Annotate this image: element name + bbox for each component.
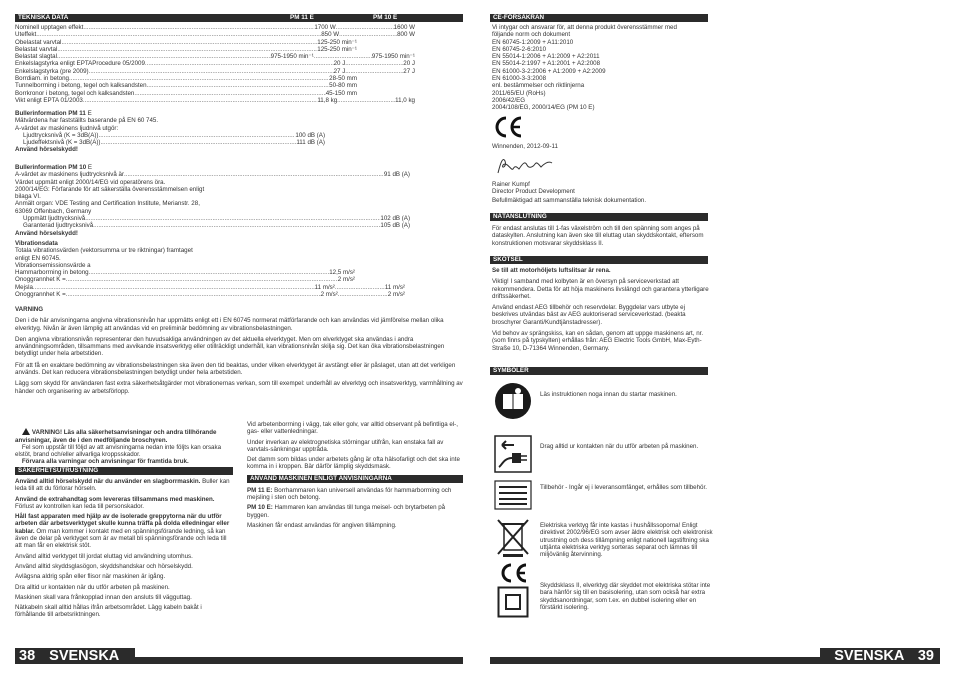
row-value: 850 W <box>321 31 340 39</box>
weee-bin-icon <box>493 518 533 558</box>
dotted-row <box>15 24 415 31</box>
row-label: Ljudeffektsnivå (K = 3dB(A)) <box>23 139 101 147</box>
noise-title <box>15 164 410 171</box>
safety-item-text: Använd alltid skyddsglasögon, skyddshandskar och hörselskydd. <box>15 562 193 570</box>
tech-data-header <box>15 14 463 22</box>
care-bold: Se till att motorhöljets luftslitsar är rena. <box>492 267 611 274</box>
ce-line: enl. bestämmelser och riktlinjerna <box>492 82 585 90</box>
warning-triangle-icon <box>22 428 30 435</box>
row-value: 1700 W <box>314 24 336 31</box>
vibration-line: Vibrationsemissionsvärde a <box>15 261 91 269</box>
noise-line: Mätvärdena har fastställts baserande på EN 60 745. <box>15 117 159 125</box>
signer-title: Director Product Development <box>492 188 575 195</box>
ce-line: EN 60745-2-6:2010 <box>492 45 547 53</box>
usage-header <box>247 475 463 483</box>
safety-item <box>15 594 233 601</box>
leader-dots <box>66 276 338 283</box>
leader-dots <box>61 39 317 46</box>
symbol-text-3: Tillbehör - Ingår ej i leveransomfänget, erhålles som tillbehör. <box>540 484 707 491</box>
row-label: Obelastat varvtal <box>15 38 62 46</box>
language-label-right: SVENSKA <box>834 648 904 664</box>
safety-item <box>15 553 233 560</box>
safety-item-text: Maskinen skall vara frånkopplad innan den ansluts till vägguttag. <box>15 593 192 601</box>
varning-paragraph: Den i de här anvisningarna angivna vibrationsnivån har uppmätts enligt ett i EN 60745 normerat mätförfarande och kan användas vid jämförelse mellan olika elverktyg. Nivån är även lämplig att användas vid en preliminär bedömning av vibrationsbelastningen. <box>15 317 446 332</box>
accessory-icon <box>493 478 533 512</box>
row-value-2: 20 J <box>403 60 415 68</box>
noise-title <box>15 110 325 117</box>
ce-mark-icon <box>493 116 523 138</box>
dotted-row <box>15 68 415 75</box>
noise-title-main: Bullerinformation PM 10 <box>15 164 87 171</box>
symbols-header <box>490 367 708 375</box>
noise-line: Anmält organ: VDE Testing and Certification Institute, Merianstr. 28, <box>15 200 200 208</box>
row-value: 91 dB (A) <box>383 171 410 179</box>
ce-line: EN 61000-3-2:2006 + A1:2009 + A2:2009 <box>492 67 606 75</box>
row-label: Borrkronor i betong, tegel och kalksandsten <box>15 89 135 97</box>
mid-paragraph: Under inverkan av elektrognetiska störningar utifrån, kan enstaka fall av varvtals-sänkningar upptråda. <box>247 438 446 453</box>
footer-left <box>15 648 135 664</box>
dotted-row <box>15 284 405 291</box>
ce-title: CE-FÖRSÄKRAN <box>493 14 545 21</box>
ce-line: EN 55014-1:2006 + A1:2009 + A2:2011 <box>492 53 600 61</box>
row-value-2: 11,0 kg <box>395 96 415 104</box>
tech-data-col1: PM 11 E <box>290 14 314 21</box>
care-paragraph: Viktig! I samband med kolbyten är en översyn på serviceverkstad att rekommendera. Detta för att höja maskinens livslängd och garantera ytterligare driftssäkerhet. <box>492 278 711 300</box>
safety-item-bold: Håll fast apparaten med hjälp av de isolerade greppytorna när du utför arbeten där arbetsverktyget skulle kunna träffa på dolda elledningar eller kablar. <box>15 513 231 535</box>
safety-item-bold: Använd de extrahandtag som levereras tillsammans med maskinen. <box>15 495 215 503</box>
noise-row-wrap <box>15 132 325 139</box>
row-label: Onoggrannhet K = <box>15 276 66 284</box>
row-value: 2 m/s² <box>320 291 338 299</box>
safety-item <box>15 496 233 511</box>
safety-item-text: Förlust av kontrollen kan leda till personskador. <box>15 495 217 510</box>
row-value: 12,5 m/s² <box>329 269 355 277</box>
ce-declaration <box>492 24 712 112</box>
row-value-2: 27 J <box>403 67 415 75</box>
warning-text <box>15 306 463 395</box>
noise-row-wrap <box>15 222 410 229</box>
leader-dots <box>336 24 394 31</box>
mid-paragraph: Vid arbetenborrning i vägg, tak eller golv, var alltid observant på befintliga el-, gas- eller vattenledningar. <box>247 421 460 436</box>
leader-dots <box>57 53 271 60</box>
noise-title-suffix: E <box>87 164 93 171</box>
symbol-text-1: Läs instruktionen noga innan du startar maskinen. <box>540 391 677 398</box>
dotted-row <box>15 39 415 46</box>
ce-line: följande norm och dokument <box>492 31 571 39</box>
row-value: 50-80 mm <box>329 82 357 90</box>
row-label: Garanterad ljudtrycksnivå <box>23 222 94 230</box>
dotted-row <box>23 132 325 139</box>
row-value-2: 975-1950 min⁻¹ <box>371 53 415 61</box>
tech-data-col2: PM 10 E <box>373 14 398 21</box>
noise-line: A-värdet av maskinens ljudnivå utgör: <box>15 124 119 132</box>
row-label: Belastat varvtal <box>15 45 58 53</box>
warning-normal: Fel som uppstår till följd av att anvisningarna nedan inte följts kan orsaka elstöt, brand och/eller allvarliga kroppsskador. <box>15 443 223 459</box>
leader-dots <box>124 171 384 178</box>
language-label: SVENSKA <box>49 648 120 664</box>
leader-dots <box>66 291 321 298</box>
noise-line: 63069 Offenbach, Germany <box>15 207 92 215</box>
warning-bold-1: VARNING! Läs alla säkerhetsanvisningar och andra tillhörande anvisningar, även de i den medföljande broschyren. <box>15 429 219 444</box>
safety-header <box>15 467 233 475</box>
leader-dots <box>339 31 397 38</box>
row-value: 105 dB (A) <box>380 222 410 230</box>
tech-data-title: TEKNISKA DATA <box>18 14 69 21</box>
leader-dots <box>345 68 403 75</box>
ce-line: 2004/108/EG, 2000/14/EG (PM 10 E) <box>492 104 595 112</box>
row-label: A-värdet av maskinens ljudtrycksnivå är <box>15 171 125 179</box>
safety-item-text: Om man kommer i kontakt med en spänningsförande ledning, så kan även de delar på verktyget som är av metall bli spänningsförande och leda till att man får en elektrisk stöt. <box>15 527 229 550</box>
usage-item-text: Borrhammaren kan universell användas för hammarborrning och mejsling i sten och betong. <box>247 486 454 502</box>
dotted-row <box>15 60 415 67</box>
page-number-right: 39 <box>917 648 934 664</box>
leader-dots <box>36 31 321 38</box>
care-text <box>492 267 710 352</box>
usage-item-bold: PM 11 E: <box>247 486 273 494</box>
leader-dots <box>83 24 314 31</box>
leader-dots <box>89 269 330 276</box>
ce-line: EN 61000-3-3:2008 <box>492 75 547 83</box>
ce-mark-icon-symbol <box>493 563 533 583</box>
row-label: Nominell upptagen effekt <box>15 24 84 31</box>
leader-dots <box>338 291 388 298</box>
leader-dots <box>100 139 296 146</box>
care-paragraph: Använd endast AEG tillbehör och reservdelar. Byggdelar vars utbyte ej beskrives utvändas bäst av AEG auktoriserad serviceverkstad. (beakta broschyrer Garanti/Kundtjänstadresser). <box>492 304 688 326</box>
footer-rule <box>135 657 463 664</box>
symbols-title: SYMBOLER <box>493 367 529 374</box>
leader-dots <box>345 60 403 67</box>
varning-paragraph: Den angivna vibrationsnivån representerar den huvudsakliga användningen av det aktuella elverktyget. Men om elverktyget ska användas i andra användningsområden, tillsammans med avvikande insatsverktyg eller otillräckligt underhåll, kan vibrationsnivån skilja sig. Det kan öka vibrationsbelastningen betydligt under hela arbetstiden. <box>15 335 446 358</box>
safety-item <box>15 573 233 580</box>
noise-title-main: Bullerinformation PM 11 <box>15 110 86 117</box>
leader-dots <box>147 82 330 89</box>
row-value: 27 J <box>333 67 346 75</box>
noise-info-pm10 <box>15 164 410 237</box>
leader-dots <box>98 132 295 139</box>
ce-line: Vi intygar och ansvarar för, att denna produkt överensstämmer med <box>492 24 677 31</box>
care-header <box>490 256 708 264</box>
ce-line: 2006/42/EG <box>492 96 526 104</box>
safety-title: SÄKERHETSUTRUSTNING <box>18 467 99 474</box>
dotted-row <box>15 75 415 82</box>
row-value: 11,8 kg <box>317 96 338 104</box>
noise-line: 2000/14/EG: Förfarande för att säkerställa överensstämmelsen enligt <box>15 185 205 193</box>
row-value: 102 dB (A) <box>380 215 410 223</box>
row-value-2: 1600 W <box>393 24 415 31</box>
safety-item <box>15 478 233 493</box>
dotted-row <box>15 46 415 53</box>
usage-title: ANVÄND MASKINEN ENLIGT ANVISNINGARNA <box>250 474 392 482</box>
noise-info-pm11 <box>15 110 325 154</box>
row-value: 100 dB (A) <box>295 131 325 139</box>
footer-right <box>820 648 940 664</box>
safety-item-text: Använd alltid verktyget till jordat eluttag vid användning utomhus. <box>15 552 193 560</box>
row-label: Uteffekt <box>15 31 37 39</box>
vibration-data <box>15 240 405 298</box>
read-manual-icon <box>493 381 533 421</box>
tech-data-table <box>15 24 415 104</box>
row-value: 111 dB (A) <box>296 139 325 147</box>
dotted-row <box>23 215 410 222</box>
row-label: Ljudtrycksnivå (K = 3dB(A)) <box>23 131 99 139</box>
care-paragraph: Vid behov av sprängskiss, kan en sådan, genom att uppge maskinens art, nr. (som finns på typskylten) erhållas från: AEG Electric Tools GmbH, Max-Eyth-Straße 10, D-71364 Winnenden, Germany. <box>492 330 705 352</box>
dotted-row <box>23 139 325 146</box>
leader-dots <box>335 284 385 291</box>
authorized-text: Befullmäktigad att sammanställa teknisk dokumentation. <box>492 197 647 204</box>
row-label: Hammarborrning in betong <box>15 269 89 277</box>
leader-dots <box>145 60 334 67</box>
leader-dots <box>314 53 372 60</box>
vibration-title: Vibrationsdata <box>15 240 58 247</box>
row-value: 125-250 min⁻¹ <box>317 38 357 46</box>
varning-title: VARNING <box>15 306 44 313</box>
safety-item-text: Nätkabeln skall alltid hållas ifrån arbetsområdet. Lägg kabeln bakåt i förhållande till arbetsriktningen. <box>15 604 204 619</box>
row-value: 975-1950 min⁻¹ <box>270 53 314 61</box>
dotted-row <box>15 171 410 178</box>
safety-item <box>15 513 233 549</box>
signature-image <box>495 155 555 177</box>
row-label: Enkelslagstyrka (pre 2009) <box>15 67 89 75</box>
mid-paragraph: Det damm som bildas under arbetets gång är ofta hälsofarligt och det ska inte komma in i kroppen. Bär därför lämplig skyddsmask. <box>247 456 462 471</box>
row-value: 28-50 mm <box>329 75 357 83</box>
ce-header <box>490 14 708 22</box>
mains-text: För endast anslutas till 1-fas växelström och till den spänning som anges på dataskylten. Anslutning kan även ske till eluttag utan skyddskontakt, eftersom konstruktionen motsvarar skyddsklass II. <box>492 225 706 247</box>
mains-header <box>490 213 708 221</box>
symbol-text-2: Drag alltid ur kontakten när du utför arbeten på maskinen. <box>540 443 699 450</box>
row-label: Borrdiam. in betong <box>15 75 69 83</box>
row-label: Enkelslagstyrka enligt EPTAProcedure 05/2009 <box>15 60 145 68</box>
safety-item-bold: Använd alltid hörselskydd när du använder en slagborrmaskin. <box>15 478 201 485</box>
row-value: 20 J <box>333 60 346 68</box>
dotted-row <box>15 291 405 298</box>
dotted-row <box>15 82 415 89</box>
hearing-protection: Använd hörselskydd! <box>15 229 78 237</box>
row-value: 45-150 mm <box>325 89 357 97</box>
leader-dots <box>85 215 380 222</box>
vibration-line: Totala vibrationsvärden (vektorsumma ur tre riktningar) framtaget <box>15 247 193 255</box>
place-date: Winnenden, 2012-09-11 <box>492 143 558 150</box>
noise-line: bilaga VI. <box>15 193 41 201</box>
noise-title-suffix: E <box>87 110 92 117</box>
page-number: 38 <box>19 648 36 664</box>
row-value: 11 m/s² <box>314 283 335 291</box>
row-label: Mejsla <box>15 283 33 291</box>
dotted-row <box>15 276 405 283</box>
right-page <box>477 0 954 677</box>
ce-line: 2011/65/EU (RoHs) <box>492 89 546 97</box>
vibration-line: enligt EN 60745. <box>15 254 61 262</box>
general-warning-box <box>15 421 233 473</box>
ce-line: EN 55014-2:1997 + A1:2001 + A2:2008 <box>492 60 601 68</box>
leader-dots <box>93 222 380 229</box>
dotted-row <box>23 222 410 229</box>
leader-dots <box>83 97 317 104</box>
safety-item-text: Buller kan leda till att du förlorar hörseln. <box>15 478 232 493</box>
safety-list <box>15 478 233 622</box>
leader-dots <box>89 68 334 75</box>
usage-item-text: Maskinen får endast användas för angiven tillämpning. <box>247 521 397 529</box>
row-value: 125-250 min⁻¹ <box>317 45 357 53</box>
dotted-row <box>15 97 415 104</box>
middle-column <box>247 421 463 532</box>
dotted-row <box>15 53 415 60</box>
usage-item <box>247 487 463 502</box>
row-label: Onoggrannhet K = <box>15 291 66 299</box>
signer-name: Rainer Kumpf <box>492 181 530 188</box>
symbol-text-4: Elektriska verktyg får inte kastas i hushållssoporna! Enligt direktivet 2002/96/EG som avser äldre elektrisk och elektronisk utrustning och dess tillämpning enligt nationell lagstiftning ska uttjänta elektriska verktyg sorteras separat och lämnas till miljövänlig återvinning. <box>540 522 713 559</box>
care-title: SKÖTSEL <box>493 256 523 263</box>
leader-dots <box>33 284 315 291</box>
row-label: Vikt enligt EPTA 01/2003 <box>15 96 83 104</box>
varning-paragraph: Lägg som skydd för användaren fast extra säkerhetsåtgärder mot vibrationernas verkan, som till exempel: underhåll av elverktyg och insatsverktyg, varmhållning av händer och organisering av arbetsförlopp. <box>15 380 465 395</box>
leader-dots <box>69 75 329 82</box>
leader-dots <box>337 97 395 104</box>
noise-row-wrap <box>15 139 325 146</box>
usage-item-bold: PM 10 E: <box>247 504 273 512</box>
safety-item-text: Avlägsna aldrig spån eller flisor när maskinen är igång. <box>15 573 166 581</box>
mains-title: NÄTANSLUTNING <box>493 213 547 220</box>
row-value: 2 m/s² <box>337 276 355 284</box>
leader-dots <box>134 90 325 97</box>
footer-rule-right <box>490 657 820 664</box>
hearing-protection: Använd hörselskydd! <box>15 146 78 154</box>
noise-line: Värdet uppmätt enligt 2000/14/EG vid operatörens öra. <box>15 178 166 186</box>
row-value-2: 11 m/s² <box>384 283 405 291</box>
safety-item <box>15 604 233 619</box>
noise-row-wrap <box>15 215 410 222</box>
safety-item <box>15 563 233 570</box>
row-label: Tunnelborrning i betong, tegel och kalksandsten <box>15 82 147 90</box>
warning-bold-2: Förvara alla varningar och anvisningar för framtida bruk. <box>21 458 189 466</box>
usage-item <box>247 504 463 519</box>
unplug-icon <box>493 434 533 474</box>
dotted-row <box>15 269 405 276</box>
row-value-2: 2 m/s² <box>387 291 405 299</box>
usage-item-text: Hammaren kan användas till tunga meisel- och brytarbeten på byggen. <box>247 504 447 519</box>
row-value-2: 800 W <box>397 31 415 39</box>
row-label: Belastat slagtal <box>15 53 57 61</box>
usage-item <box>247 522 463 529</box>
dotted-row <box>15 31 415 38</box>
safety-item <box>15 584 233 591</box>
row-label: Uppmätt ljudtrycksnivå <box>23 215 86 223</box>
protection-class-ii-icon <box>493 585 533 619</box>
ce-line: EN 60745-1:2009 + A11:2010 <box>492 38 574 46</box>
safety-item-text: Dra alltid ur kontakten när du utför arbeten på maskinen. <box>15 583 170 591</box>
dotted-row <box>15 90 415 97</box>
symbol-text-6: Skyddsklass II, elverktyg där skyddet mot elektriska stötar inte bara hänför sig till en basisolering, utan som också har extra skyddsanordningar, som t.ex. en dubbel isolering eller en förstärkt isolering. <box>540 582 711 611</box>
leader-dots <box>57 46 317 53</box>
varning-paragraph: För att få en exaktare bedömning av vibrationsbelastningen ska även den tid beaktas, under vilken elverktyget är avstängt eller är påslaget, utan att det verkligen används. Det kan reducera vibrationsbelastningen betydligt under hela arbetstiden. <box>15 361 457 377</box>
